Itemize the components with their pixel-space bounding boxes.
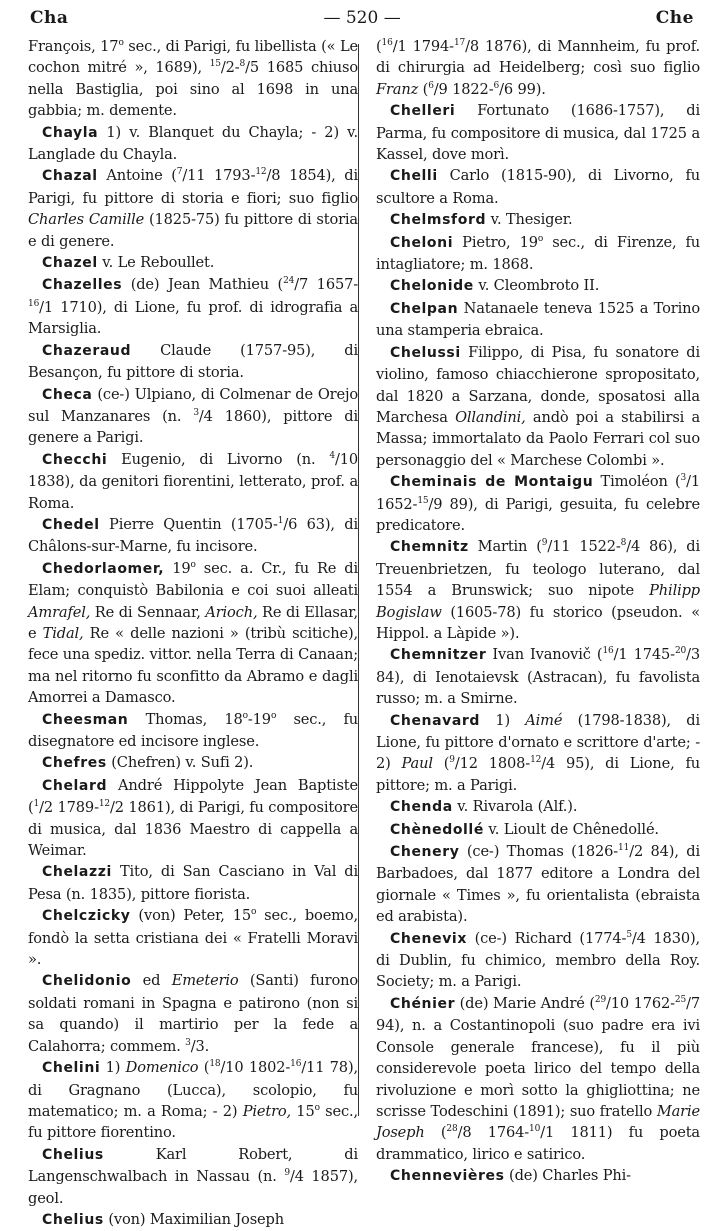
entry-text: Claude (1757-95), di Besançon, fu pittore di storia.: [28, 341, 358, 382]
headword: Chénier: [390, 995, 456, 1012]
entry-text: /9 1822-: [433, 80, 494, 98]
entry-text: 1): [100, 1059, 126, 1077]
superscript: 24: [283, 276, 295, 287]
headword: Chelczicky: [42, 908, 131, 925]
superscript: 9: [284, 1168, 290, 1179]
superscript: 1: [33, 799, 40, 810]
superscript: 17: [453, 38, 466, 49]
entry-text: /1 1811) fu poeta drammatico, lirico e satirico.: [376, 1124, 700, 1163]
dictionary-entry: [28, 514, 358, 558]
entry-text: (1605-78) fu storico (pseudon. « Hippol. a Làpide »).: [376, 603, 700, 642]
entry-text: Eugenio, di Livorno (n.: [107, 450, 330, 468]
headword: Chelpan: [390, 300, 459, 317]
headword: Chelidonio: [42, 973, 132, 990]
entry-text: /7 1657-: [294, 276, 359, 294]
entry-text: /10 1762-: [606, 994, 675, 1012]
superscript: 9: [541, 538, 548, 549]
entry-text: (Chefren) v. Sufi 2).: [106, 754, 254, 772]
entry-text: /4 95), di Lione, fu pittore; m. a Parigi.: [376, 755, 700, 794]
headword: Chazal: [42, 168, 98, 185]
dictionary-entry: [28, 752, 358, 774]
entry-text: André Hippolyte Jean Baptiste (: [28, 776, 358, 817]
superscript: 3: [680, 473, 687, 484]
headword: Chelmsford: [390, 212, 487, 229]
superscript: 18: [209, 1059, 221, 1070]
headword: Chenery: [390, 844, 460, 861]
headword: Cheminais de Montaigu: [390, 474, 594, 491]
entry-text: v. Le Reboullet.: [97, 254, 215, 272]
dictionary-entry: [376, 993, 700, 1165]
entry-text: (von) Peter, 15: [130, 907, 251, 925]
italic-name: Charles Camille: [28, 211, 145, 229]
superscript: 16: [381, 38, 393, 49]
italic-name: Arioch,: [205, 603, 258, 621]
entry-text: ed: [131, 972, 172, 990]
entry-text: /4 1830), di Dublin, fu chimico, membro della Roy. Society; m. a Parigi.: [376, 929, 700, 991]
entry-text: /3 84), di Ienotaievsk (Astracan), fu favolista russo; m. a Smirne.: [376, 646, 700, 708]
entry-text: /1 1794-: [392, 38, 454, 55]
dictionary-entry: [28, 709, 358, 753]
headword: Chefres: [42, 755, 107, 772]
dictionary-entry: [28, 558, 358, 709]
headword: Chenavard: [390, 712, 481, 729]
entry-text: /8 1854), di Parigi, fu pittore di storia e fiori; suo figlio: [28, 167, 358, 207]
entry-text: /1 1710), di Lione, fu prof. di idrografia a Marsiglia.: [28, 298, 358, 338]
headword: Chelazzi: [42, 864, 112, 881]
entry-text: François, 17: [28, 38, 119, 55]
headword: Chelini: [42, 1060, 101, 1077]
superscript: 10: [529, 1124, 541, 1135]
superscript: 11: [618, 843, 630, 854]
dictionary-entry: [28, 970, 358, 1057]
headword: Chedel: [42, 516, 100, 533]
superscript: o: [537, 233, 544, 244]
superscript: 4: [329, 450, 335, 461]
entry-text: Filippo, di Pisa, fu sonatore di violino, famoso chiacchierone spropositato, dal 1820 a Sarzana, donde, sposatosi alla Marchesa: [376, 343, 700, 426]
dictionary-entry: [28, 274, 358, 339]
dictionary-entry: [376, 928, 700, 993]
entry-text: (: [198, 1059, 210, 1077]
dictionary-entry: [28, 905, 358, 970]
entry-text: /6 99).: [499, 80, 546, 98]
headword: Chelard: [42, 777, 108, 794]
entry-text: (von) Maximilian Joseph: [103, 1210, 284, 1228]
headword: Chemnitz: [390, 539, 469, 556]
entry-text: Re di Sennaar,: [90, 603, 206, 621]
entry-text: Re di Ellasar, e: [28, 603, 358, 642]
entry-text: /10 1802-: [220, 1059, 291, 1077]
dictionary-entry: [28, 1144, 358, 1209]
entry-text: /2-: [220, 59, 240, 77]
entry-text: /5 1685 chiuso nella Bastiglia, poi sino al 1698 in una gabbia; m. demente.: [28, 59, 358, 120]
entry-text: Fortunato (1686-1757), di Parma, fu compositore di musica, dal 1725 a Kassel, dove morì.: [376, 102, 700, 164]
entry-continuation: [376, 36, 700, 100]
superscript: 1: [277, 516, 284, 527]
superscript: 15: [209, 59, 221, 70]
left-guide-word: Cha: [30, 8, 69, 28]
dictionary-entry: [376, 342, 700, 471]
dictionary-entry: [376, 710, 700, 797]
superscript: o: [242, 710, 248, 721]
superscript: 16: [290, 1059, 302, 1070]
dictionary-entry: [376, 644, 700, 709]
entry-text: 19: [164, 559, 191, 577]
entry-text: sec., fu disegnatore ed incisore inglese.: [28, 710, 358, 750]
headword: Chenda: [390, 799, 453, 816]
dictionary-entry: [28, 165, 358, 252]
superscript: 8: [620, 538, 627, 549]
entry-text: /4 1860), pittore di genere a Parigi.: [28, 407, 358, 447]
dictionary-entry: [376, 209, 700, 231]
entry-text: /2 84), di Barbadoes, dal 1877 editore a Londra del giornale « Times », fu orientalista (ebraista ed arabista).: [376, 843, 700, 926]
entry-text: /4 1857), geol.: [28, 1168, 358, 1207]
page-header: [30, 4, 694, 32]
dictionary-entry: [376, 536, 700, 644]
dictionary-entry: [28, 449, 358, 514]
italic-name: Tidal,: [42, 624, 84, 642]
italic-name: Franz: [376, 80, 419, 98]
entry-text: v. Lioult de Chênedollé.: [483, 820, 659, 838]
entry-text: 1) v. Blanquet du Chayla; - 2) v. Langlade du Chayla.: [28, 123, 358, 164]
headword: Chennevières: [390, 1168, 505, 1185]
superscript: 29: [594, 995, 607, 1006]
superscript: o: [270, 710, 277, 721]
italic-name: Paul: [401, 755, 433, 773]
entry-text: (1825-75) fu pittore di storia e di genere.: [28, 211, 358, 250]
right-guide-word: Che: [655, 8, 694, 28]
dictionary-entry: [28, 775, 358, 862]
headword: Chelleri: [390, 103, 456, 120]
entry-text: /7 94), n. a Costantinopoli (suo padre era ivi Console generale francese), fu il più considerevole poeta lirico del tempo della rivoluzione e morì sotto la ghigliottina; ne scrisse Todeschini (1891); suo fratello: [376, 994, 700, 1120]
entry-text: (de) Charles Phi-: [504, 1167, 631, 1185]
column-divider: [358, 44, 359, 1116]
italic-name: Aimé: [525, 711, 563, 729]
entry-text: /12 1808-: [454, 755, 531, 773]
superscript: o: [118, 38, 124, 49]
entry-text: /1 1745-: [613, 646, 675, 664]
superscript: 12: [530, 755, 542, 766]
dictionary-entry: [376, 796, 700, 818]
entry-text: Carlo (1815-90), di Livorno, fu scultore a Roma.: [376, 167, 700, 207]
italic-name: Amrafel,: [28, 603, 91, 621]
headword: Chemnitzer: [390, 647, 487, 664]
headword: Chelli: [390, 168, 438, 185]
superscript: 28: [446, 1124, 458, 1135]
page-number: — 520 —: [323, 8, 401, 28]
dictionary-entry: [376, 841, 700, 928]
superscript: 3: [185, 1037, 191, 1048]
superscript: 20: [674, 646, 687, 657]
headword: Checchi: [42, 451, 108, 468]
superscript: 12: [255, 167, 267, 178]
entry-text: /9 89), di Parigi, gesuita, fu celebre predicatore.: [376, 495, 700, 534]
entry-text: Timoléon (: [593, 473, 681, 491]
right-column: [376, 36, 700, 1188]
superscript: 7: [176, 167, 183, 178]
entry-text: /3.: [190, 1037, 210, 1055]
italic-name: Philipp Bogislaw: [376, 582, 700, 621]
entry-text: 15: [291, 1102, 315, 1120]
dictionary-entry: [376, 298, 700, 342]
entry-text: Karl Robert, di Langenschwalbach in Nassau (n.: [28, 1145, 358, 1186]
entry-text: /4 86), di Treuenbrietzen, fu teologo luterano, dal 1554 a Brunswick; suo nipote: [376, 538, 700, 600]
entry-text: /10 1838), da genitori fiorentini, letterato, prof. a Roma.: [28, 450, 358, 512]
headword: Chelius: [42, 1211, 104, 1228]
entry-text: /11 1793-: [182, 167, 256, 185]
entry-text: Re « delle nazioni » (tribù scitiche), fece una spediz. vittor. nella Terra di Canaan; ma nel ritorno fu sconfitto da Abramo e dagli Amorrei a Damasco.: [28, 624, 358, 707]
entry-text: /2 1789-: [39, 799, 99, 817]
headword: Chenevix: [390, 930, 467, 947]
entry-text: (Santi) furono soldati romani in Spagna e patirono (non si sa quando) il martirio per la fede a Calahorra; commem.: [28, 972, 358, 1055]
entry-text: /6 63), di Châlons-sur-Marne, fu incisore.: [28, 515, 358, 556]
entry-text: v. Rivarola (Alf.).: [452, 798, 578, 816]
entry-text: (: [432, 755, 450, 773]
entry-text: andò poi a stabilirsi a Massa; immortalato da Paolo Ferrari col suo personaggio del « Marchese Colombi ».: [376, 408, 700, 469]
italic-name: Marie Joseph: [376, 1102, 700, 1142]
entry-continuation: [28, 36, 358, 122]
entry-text: (ce-) Ulpiano, di Colmenar de Orejo sul Manzanares (n.: [28, 385, 358, 425]
dictionary-entry: [28, 1057, 358, 1144]
superscript: o: [190, 559, 196, 570]
entry-text: (de) Marie André (: [455, 994, 595, 1012]
entry-text: /11 78), di Gragnano (Lucca), scolopio, fu matematico; m. a Roma; - 2): [28, 1059, 358, 1120]
italic-name: Domenico: [125, 1059, 199, 1077]
superscript: 15: [417, 495, 429, 506]
dictionary-entry: [376, 232, 700, 276]
dictionary-entry: [376, 1165, 700, 1187]
headword: Chelonide: [390, 278, 474, 295]
superscript: 25: [674, 995, 687, 1006]
entry-text: v. Cleombroto II.: [473, 277, 600, 295]
entry-text: sec., di Firenze, fu intagliatore; m. 1868.: [376, 233, 700, 274]
headword: Chayla: [42, 124, 99, 141]
entry-text: 1): [480, 711, 526, 729]
entry-text: Tito, di San Casciano in Val di Pesa (n. 1835), pittore fiorista.: [28, 863, 358, 903]
dictionary-entry: [376, 165, 700, 209]
entry-text: Thomas, 18: [128, 710, 243, 728]
entry-text: /1 1652-: [376, 473, 700, 513]
dictionary-entry: [28, 122, 358, 166]
entry-text: Martin (: [468, 538, 542, 556]
italic-name: Pietro,: [242, 1102, 292, 1120]
superscript: 16: [602, 646, 614, 657]
entry-text: v. Thesiger.: [486, 211, 573, 229]
headword: Chazelles: [42, 277, 123, 294]
entry-text: /11 1522-: [547, 538, 621, 556]
dictionary-entry: [376, 100, 700, 165]
entry-text: sec., boemo, fondò la setta cristiana dei « Fratelli Moravi ».: [28, 907, 358, 969]
entry-text: /8 1764-: [457, 1124, 530, 1142]
superscript: o: [314, 1103, 320, 1114]
dictionary-entry: [28, 340, 358, 384]
superscript: 3: [193, 408, 199, 419]
dictionary-entry: [28, 384, 358, 449]
superscript: 6: [428, 80, 434, 91]
entry-text: (: [418, 80, 429, 98]
entry-text: (de) Jean Mathieu (: [122, 276, 284, 294]
dictionary-entry: [28, 1209, 358, 1231]
superscript: o: [250, 907, 257, 918]
entry-text: Pietro, 19: [453, 233, 538, 251]
headword: Checa: [42, 386, 93, 403]
entry-text: sec. a. Cr., fu Re di Elam; conquistò Babilonia e coi suoi alleati: [28, 559, 359, 600]
entry-text: (: [376, 38, 382, 55]
dictionary-entry: [28, 861, 358, 905]
entry-text: Pierre Quentin (1705-: [99, 515, 278, 533]
dictionary-entry: [376, 819, 700, 841]
entry-text: /2 1861), di Parigi, fu compositore di musica, dal 1836 Maestro di cappella a Weimar.: [28, 799, 358, 860]
entry-text: sec., di Parigi, fu libellista (« Le cochon mitré », 1689),: [28, 38, 358, 77]
headword: Chedorlaomer,: [42, 560, 165, 577]
italic-name: Emeterio: [171, 972, 239, 990]
headword: Chènedollé: [390, 821, 484, 838]
superscript: 12: [98, 799, 111, 810]
superscript: 9: [449, 755, 455, 766]
dictionary-entry: [28, 252, 358, 274]
entry-text: Natanaele teneva 1525 a Torino una stamperia ebraica.: [376, 299, 700, 340]
superscript: 16: [28, 299, 40, 310]
entry-text: Antoine (: [97, 167, 177, 185]
entry-text: (: [424, 1124, 447, 1142]
superscript: 5: [626, 929, 632, 940]
entry-text: /8 1876), di Mannheim, fu prof. di chirurgia ad Heidelberg; così suo figlio: [376, 38, 701, 77]
dictionary-entry: [376, 275, 700, 297]
entry-text: -19: [247, 710, 271, 728]
headword: Chazeraud: [42, 342, 132, 359]
left-column: [28, 36, 358, 1231]
superscript: 8: [239, 59, 246, 70]
entry-text: sec., fu pittore fiorentino.: [28, 1102, 358, 1142]
italic-name: Ollandini,: [455, 408, 526, 426]
superscript: 6: [493, 80, 500, 91]
headword: Chazel: [42, 255, 98, 272]
entry-text: Ivan Ivanovič (: [486, 646, 603, 664]
entry-text: (ce-) Richard (1774-: [466, 929, 627, 947]
headword: Cheloni: [390, 234, 454, 251]
headword: Cheesman: [42, 711, 129, 728]
entry-text: (1798-1838), di Lione, fu pittore d'ornato e scrittore d'arte; - 2): [376, 711, 700, 773]
headword: Chelius: [42, 1146, 104, 1163]
entry-text: (ce-) Thomas (1826-: [459, 843, 619, 861]
dictionary-entry: [376, 471, 700, 536]
headword: Chelussi: [390, 344, 461, 361]
